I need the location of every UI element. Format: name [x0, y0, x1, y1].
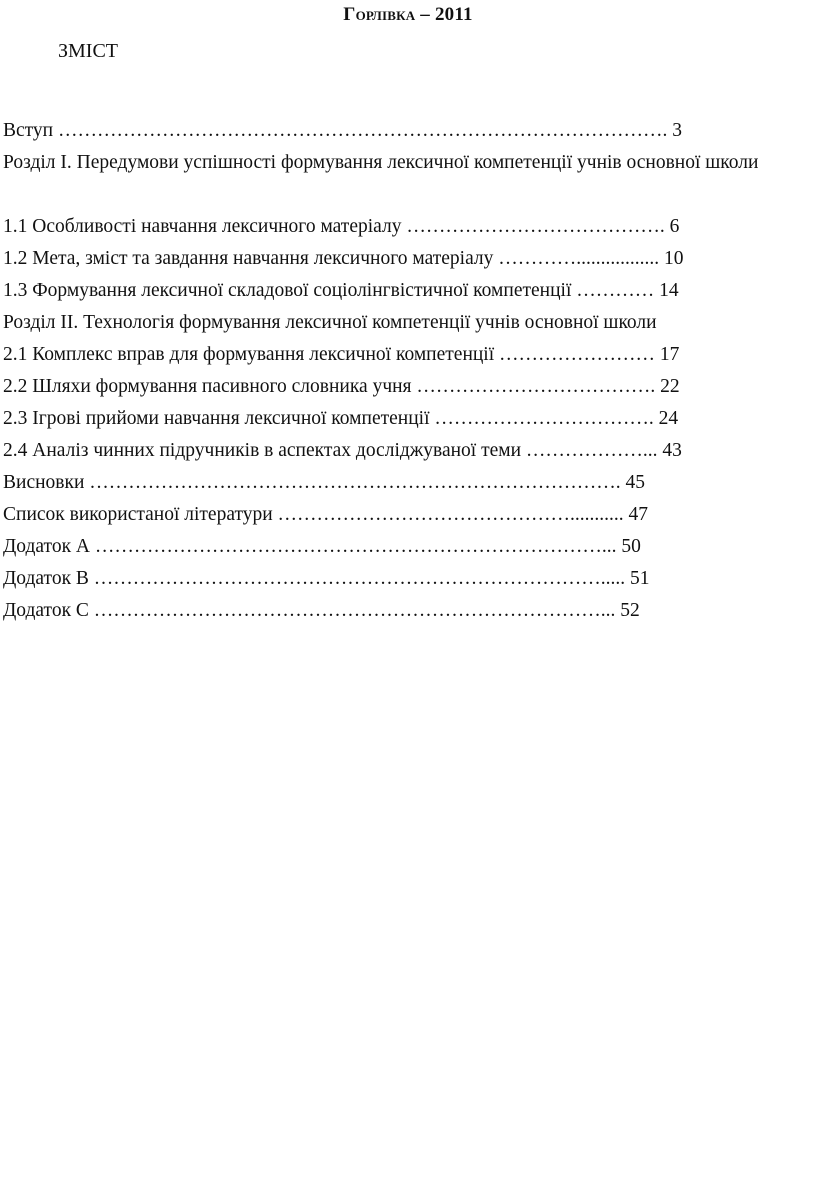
toc-entry-2-2: 2.2 Шляхи формування пасивного словника учня ………………………………. 22	[3, 376, 680, 397]
document-header	[0, 4, 816, 26]
toc-entry-appendix-a: Додаток А ……………………………………………………………………... 50	[3, 536, 641, 557]
city-name: Горлівка	[343, 4, 416, 25]
toc-entry-1-3: 1.3 Формування лексичної складової соціолінгвістичної компетенції ………… 14	[3, 280, 679, 301]
header-dash: –	[420, 4, 430, 25]
toc-entry-2-1: 2.1 Комплекс вправ для формування лексичної компетенції …………………… 17	[3, 344, 680, 365]
toc-entry-2-3: 2.3 Ігрові прийоми навчання лексичної компетенції ……………………………. 24	[3, 408, 679, 429]
toc-entry-1-2: 1.2 Мета, зміст та завдання навчання лексичного матеріалу …………................. 10	[3, 248, 684, 269]
toc-entry-intro: Вступ …………………………………………………………………………………. 3	[3, 120, 682, 141]
toc-entry-section-2: Розділ ІІ. Технологія формування лексичної компетенції учнів основної школи	[3, 312, 657, 333]
toc-entry-2-4: 2.4 Аналіз чинних підручників в аспектах досліджуваної теми ………………... 43	[3, 440, 682, 461]
table-of-contents	[0, 115, 816, 627]
toc-entry-conclusions: Висновки ………………………………………………………………………. 45	[3, 472, 646, 493]
toc-title: ЗМІСТ	[58, 40, 119, 62]
toc-entry-references: Список використаної літератури ………………………………………........... 47	[3, 504, 649, 525]
toc-entry-1-1: 1.1 Особливості навчання лексичного матеріалу …………………………………. 6	[3, 216, 680, 237]
toc-entry-appendix-b: Додаток В ……………………………………………………………………..... 51	[3, 568, 650, 589]
toc-entry-section-1: Розділ І. Передумови успішності формування лексичної компетенції учнів основної школи	[3, 152, 759, 173]
toc-entry-appendix-c: Додаток С ……………………………………………………………………... 52	[3, 600, 640, 621]
header-year: 2011	[434, 4, 473, 25]
